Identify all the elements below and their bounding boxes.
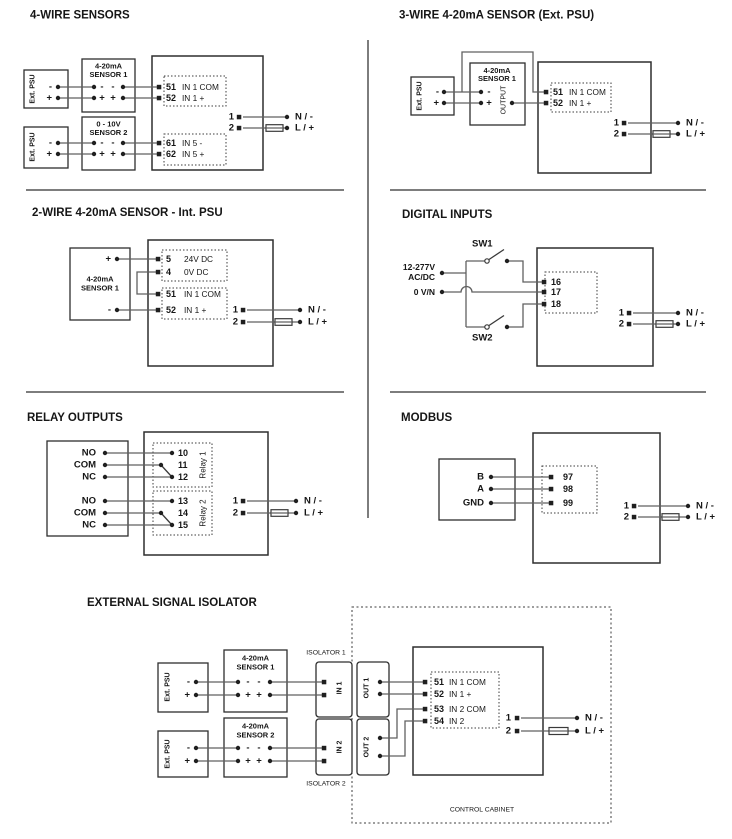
terminal-number: 52 bbox=[553, 98, 564, 108]
power-terminal-2: 2 bbox=[618, 318, 624, 330]
signal-label-gnd: GND bbox=[462, 497, 484, 509]
in1-label: IN 1 bbox=[336, 681, 344, 695]
plus-label: + bbox=[184, 755, 190, 767]
contact-label: NC bbox=[82, 471, 96, 483]
plus-label: + bbox=[99, 148, 105, 160]
relay2-label: Relay 2 bbox=[198, 499, 208, 527]
minus-label: - bbox=[100, 81, 104, 93]
minus-label: - bbox=[257, 742, 261, 754]
isolator2-label: ISOLATOR 2 bbox=[306, 780, 346, 788]
terminal-number: 52 bbox=[166, 305, 177, 315]
line-label: L / + bbox=[308, 316, 328, 328]
relay2-arm bbox=[161, 513, 172, 525]
terminal-label: IN 1 + bbox=[182, 93, 205, 103]
terminal-label: IN 1 + bbox=[449, 689, 472, 699]
power-terminal-1: 1 bbox=[613, 117, 619, 129]
fuse-icon bbox=[549, 728, 568, 735]
sensor-name: 0 - 10V bbox=[96, 119, 121, 129]
terminal-number: 52 bbox=[434, 689, 445, 699]
plus-label: + bbox=[184, 689, 190, 701]
terminal-label: IN 1 COM bbox=[184, 289, 221, 299]
fuse-icon bbox=[275, 319, 292, 326]
sensor-name: SENSOR 2 bbox=[236, 730, 275, 740]
terminal-number: 54 bbox=[434, 716, 445, 726]
minus-label: - bbox=[48, 81, 52, 93]
sensor-name: SENSOR 1 bbox=[81, 283, 119, 293]
sensor-name: SENSOR 1 bbox=[478, 74, 516, 83]
plus-label: + bbox=[486, 97, 492, 109]
terminal-number: 61 bbox=[166, 138, 177, 148]
fuse-icon bbox=[653, 131, 670, 138]
signal-label-b: B bbox=[477, 471, 484, 483]
terminal-number: 11 bbox=[178, 460, 188, 470]
terminal-number: 17 bbox=[551, 287, 562, 297]
sensor-name: SENSOR 1 bbox=[236, 662, 275, 672]
terminal-label: IN 2 bbox=[449, 716, 465, 726]
panel-title: 4-WIRE SENSORS bbox=[30, 9, 130, 22]
wires bbox=[491, 477, 688, 517]
terminal-number: 51 bbox=[166, 82, 177, 92]
device-box bbox=[144, 432, 268, 555]
signal-label-a: A bbox=[477, 483, 484, 495]
terminal-squares bbox=[241, 499, 246, 516]
terminal-number: 51 bbox=[166, 289, 177, 299]
device-box bbox=[533, 433, 660, 563]
power-terminal-1: 1 bbox=[232, 495, 238, 507]
isolator-out1-box bbox=[357, 662, 389, 717]
plus-label: + bbox=[110, 92, 116, 104]
relay1-arm bbox=[161, 465, 172, 477]
power-terminal-2: 2 bbox=[232, 507, 238, 519]
supply-label: AC/DC bbox=[408, 272, 435, 282]
power-terminal-2: 2 bbox=[623, 511, 629, 523]
neutral-supply-label: 0 V/N bbox=[413, 287, 435, 297]
device-box bbox=[538, 62, 651, 173]
terminal-label: 0V DC bbox=[184, 267, 209, 277]
fuse-icon bbox=[656, 321, 673, 328]
plus-label: + bbox=[245, 755, 251, 767]
terminal-number: 15 bbox=[178, 520, 189, 530]
terminal-number: 97 bbox=[563, 472, 574, 482]
terminal-number: 62 bbox=[166, 149, 177, 159]
supply-label: 12-277V bbox=[402, 262, 435, 272]
panel-title: EXTERNAL SIGNAL ISOLATOR bbox=[87, 597, 257, 609]
switch-label-sw1: SW1 bbox=[472, 238, 493, 250]
jumper-wire bbox=[137, 272, 157, 294]
minus-label: - bbox=[186, 676, 190, 688]
plus-label: + bbox=[256, 755, 262, 767]
wire-with-hop bbox=[442, 287, 543, 293]
sensor-name: 4-20mA bbox=[86, 274, 114, 284]
fuse-icon bbox=[271, 510, 288, 517]
contact-label: NC bbox=[82, 519, 96, 531]
contact-label: COM bbox=[73, 459, 96, 471]
minus-label: - bbox=[246, 742, 250, 754]
line-label: L / + bbox=[585, 725, 605, 737]
neutral-label: N / - bbox=[585, 712, 603, 724]
isolator1-label: ISOLATOR 1 bbox=[306, 649, 346, 657]
terminal-label: IN 5 + bbox=[182, 149, 205, 159]
panel-3-wire-sensor bbox=[399, 10, 706, 174]
terminal-label: IN 1 + bbox=[569, 98, 592, 108]
plus-label: + bbox=[46, 148, 52, 160]
panel-title: 3-WIRE 4-20mA SENSOR (Ext. PSU) bbox=[399, 9, 595, 22]
panel-title: DIGITAL INPUTS bbox=[402, 209, 493, 221]
neutral-label: N / - bbox=[308, 304, 326, 316]
power-terminal-2: 2 bbox=[232, 316, 238, 328]
power-terminal-1: 1 bbox=[505, 712, 511, 724]
minus-label: - bbox=[246, 676, 250, 688]
minus-label: - bbox=[107, 304, 111, 316]
terminal-number: 51 bbox=[434, 677, 445, 687]
terminal-number: 16 bbox=[551, 277, 562, 287]
neutral-label: N / - bbox=[686, 307, 704, 319]
sensor-name: SENSOR 1 bbox=[89, 70, 128, 79]
ext-psu-label: Ext. PSU bbox=[416, 81, 424, 111]
minus-label: - bbox=[48, 137, 52, 149]
panel-title: 2-WIRE 4-20mA SENSOR - Int. PSU bbox=[32, 207, 223, 219]
ext-psu-label: Ext. PSU bbox=[164, 672, 172, 702]
terminal-label: IN 1 + bbox=[184, 305, 207, 315]
line-label: L / + bbox=[686, 318, 706, 330]
control-cabinet-box bbox=[352, 607, 611, 823]
out1-label: OUT 1 bbox=[363, 677, 371, 699]
isolator-in1-box bbox=[316, 662, 352, 717]
line-label: L / + bbox=[696, 511, 716, 523]
minus-label: - bbox=[257, 676, 261, 688]
panel-title: MODBUS bbox=[401, 412, 453, 424]
terminal-number: 13 bbox=[178, 496, 189, 506]
terminal-number: 99 bbox=[563, 498, 574, 508]
terminal-label: 24V DC bbox=[184, 254, 214, 264]
terminal-number: 52 bbox=[166, 93, 177, 103]
panel-digital-inputs bbox=[402, 209, 706, 366]
contact-label: NO bbox=[81, 495, 96, 507]
isolator-in2-box bbox=[316, 719, 352, 775]
relay1-label: Relay 1 bbox=[198, 451, 208, 479]
sensor-name: 4-20mA bbox=[241, 721, 270, 731]
out2-label: OUT 2 bbox=[363, 736, 371, 758]
line-label: L / + bbox=[304, 507, 324, 519]
ext-psu-label: Ext. PSU bbox=[29, 74, 37, 104]
panel-external-signal-isolator bbox=[87, 597, 611, 823]
minus-label: - bbox=[435, 86, 439, 98]
terminal-number: 53 bbox=[434, 704, 445, 714]
sensor-name: 4-20mA bbox=[483, 66, 511, 75]
minus-label: - bbox=[186, 742, 190, 754]
minus-label: - bbox=[100, 137, 104, 149]
power-terminal-2: 2 bbox=[613, 128, 619, 140]
contact-label: NO bbox=[81, 447, 96, 459]
minus-label: - bbox=[111, 81, 115, 93]
isolator-out2-box bbox=[357, 719, 389, 775]
terminal-label: IN 1 COM bbox=[449, 677, 486, 687]
power-terminal-2: 2 bbox=[228, 122, 234, 134]
contact-label: COM bbox=[73, 507, 96, 519]
line-label: L / + bbox=[686, 128, 706, 140]
terminal-label: IN 1 COM bbox=[569, 87, 606, 97]
minus-label: - bbox=[487, 86, 491, 98]
terminal-number: 98 bbox=[563, 484, 574, 494]
power-terminal-1: 1 bbox=[623, 500, 629, 512]
panel-relay-outputs bbox=[27, 412, 324, 555]
terminal-number: 4 bbox=[166, 267, 172, 277]
ext-psu-label: Ext. PSU bbox=[164, 739, 172, 769]
sensor-name: SENSOR 2 bbox=[89, 128, 128, 137]
plus-label: + bbox=[105, 253, 111, 265]
neutral-label: N / - bbox=[686, 117, 704, 129]
output-label: OUTPUT bbox=[500, 85, 508, 115]
neutral-label: N / - bbox=[304, 495, 322, 507]
switch-icon-sw2 bbox=[485, 316, 509, 330]
line-label: L / + bbox=[295, 122, 315, 134]
terminal-number: 51 bbox=[553, 87, 564, 97]
power-terminal-1: 1 bbox=[228, 111, 234, 123]
plus-label: + bbox=[433, 97, 439, 109]
terminal-number: 12 bbox=[178, 472, 189, 482]
terminal-label: IN 5 - bbox=[182, 138, 203, 148]
plus-label: + bbox=[46, 92, 52, 104]
control-cabinet-label: CONTROL CABINET bbox=[449, 806, 515, 814]
sensor-name: 4-20mA bbox=[241, 653, 270, 663]
panel-4-wire-sensors bbox=[24, 10, 315, 171]
plus-label: + bbox=[99, 92, 105, 104]
panel-title: RELAY OUTPUTS bbox=[27, 412, 123, 424]
plus-label: + bbox=[256, 689, 262, 701]
power-terminal-1: 1 bbox=[618, 307, 624, 319]
power-terminal-2: 2 bbox=[505, 725, 511, 737]
plus-label: + bbox=[110, 148, 116, 160]
minus-label: - bbox=[111, 137, 115, 149]
neutral-label: N / - bbox=[295, 111, 313, 123]
switch-icon-sw1 bbox=[485, 250, 509, 264]
terminal-number: 5 bbox=[166, 254, 172, 264]
terminal-number: 14 bbox=[178, 508, 189, 518]
sensor-name: 4-20mA bbox=[94, 61, 123, 71]
terminal-number: 18 bbox=[551, 299, 562, 309]
fuse-icon bbox=[662, 514, 679, 521]
terminal-number: 10 bbox=[178, 448, 189, 458]
panel-modbus bbox=[401, 412, 716, 563]
fuse-icon bbox=[266, 125, 283, 132]
ext-psu-label: Ext. PSU bbox=[29, 132, 37, 162]
panel-2-wire-sensor bbox=[32, 207, 328, 366]
terminal-label: IN 2 COM bbox=[449, 704, 486, 714]
power-terminal-1: 1 bbox=[232, 304, 238, 316]
neutral-label: N / - bbox=[696, 500, 714, 512]
plus-label: + bbox=[245, 689, 251, 701]
terminal-label: IN 1 COM bbox=[182, 82, 219, 92]
switch-label-sw2: SW2 bbox=[472, 332, 493, 344]
in2-label: IN 2 bbox=[336, 740, 344, 754]
